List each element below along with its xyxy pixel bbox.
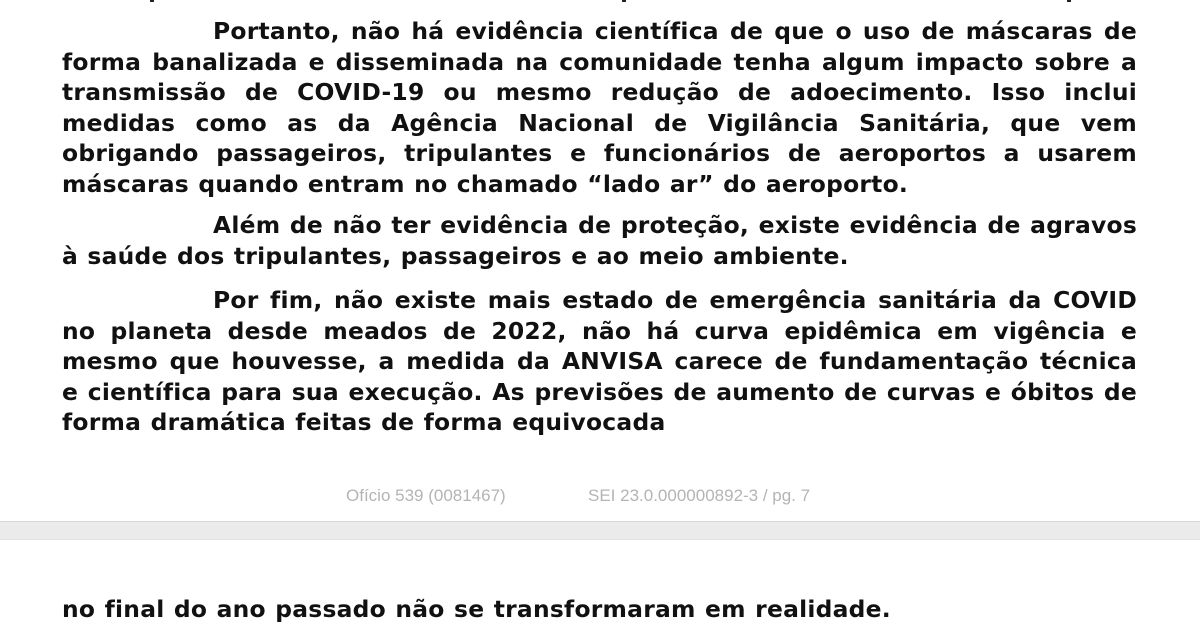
paragraph-alem: Além de não ter evidência de proteção, existe evidência de agravos à saúde dos tripulantes, passageiros e ao meio ambiente. <box>62 211 1137 270</box>
page-footer <box>0 484 1200 508</box>
footer-oficio: Ofício 539 (0081467) <box>346 486 506 505</box>
footer-sei-page: SEI 23.0.000000892-3 / pg. 7 <box>588 486 811 505</box>
paragraph-portanto: Portanto, não há evidência científica de que o uso de máscaras de forma banalizada e disseminada na comunidade tenha algum impacto sobre a transmissão de COVID-19 ou mesmo redução de adoecimento. Isso inclui medidas como as da Agência Nacional de Vigilância Sanitária, que vem obrigando passageiros, tripulantes e funcionários de aeroportos a usarem máscaras quando entram no chamado “lado ar” do aeroporto. <box>62 17 1137 198</box>
paragraph-por-fim: Por fim, não existe mais estado de emergência sanitária da COVID no planeta desde meados de 2022, não há curva epidêmica em vigência e mesmo que houvesse, a medida da ANVISA carece de fundamentação técnica e científica para sua execução. As previsões de aumento de curvas e óbitos de forma dramática feitas de forma equivocada <box>62 286 1137 436</box>
paragraph-continuation: no final do ano passado não se transformaram em realidade. <box>62 595 891 623</box>
page-separator <box>0 521 1200 540</box>
clipped-previous-line <box>62 0 1137 2</box>
page-8 <box>0 540 1200 640</box>
